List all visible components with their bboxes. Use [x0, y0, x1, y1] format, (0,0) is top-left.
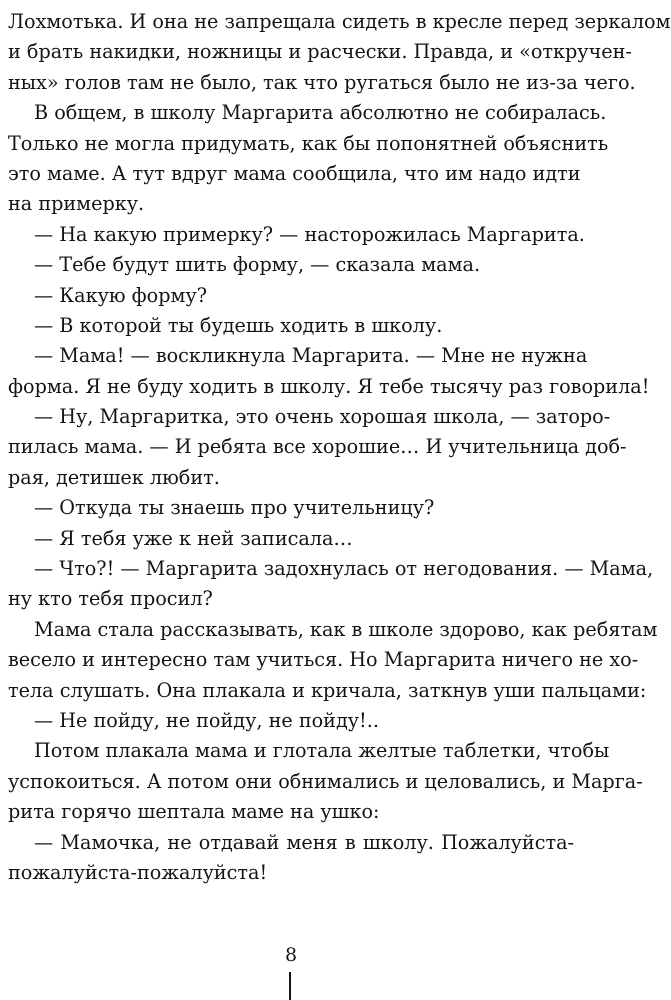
- text-line: — Мама! — воскликнула Маргарита. — Мне не нужна: [34, 344, 588, 368]
- text-line: — Какую форму?: [34, 283, 208, 307]
- text-line: тела слушать. Она плакала и кричала, заткнув уши пальцами:: [8, 678, 647, 702]
- text-line: Только не могла придумать, как бы попонятней объяснить: [8, 131, 609, 155]
- text-line: форма. Я не буду ходить в школу. Я тебе тысячу раз говорила!: [8, 374, 650, 398]
- text-line: на примерку.: [8, 192, 145, 216]
- text-line: Лохмотька. И она не запрещала сидеть в кресле перед зеркалом: [8, 10, 671, 33]
- text-line: весело и интересно там учиться. Но Маргарита ничего не хо-: [8, 648, 639, 672]
- text-line: — Тебе будут шить форму, — сказала мама.: [34, 253, 481, 277]
- text-line: успокоиться. А потом они обнимались и целовались, и Марга-: [8, 769, 643, 793]
- text-line: пилась мама. — И ребята все хорошие… И учительница доб-: [8, 435, 627, 459]
- text-line: — Откуда ты знаешь про учительницу?: [34, 496, 435, 520]
- text-line: — Я тебя уже к ней записала…: [34, 526, 353, 550]
- text-line: рита горячо шептала маме на ушко:: [8, 800, 380, 824]
- text-line: — Что?! — Маргарита задохнулась от негодования. — Мама,: [34, 557, 654, 581]
- page-number: 8: [284, 944, 298, 966]
- text-line: и брать накидки, ножницы и расчески. Правда, и «откручен-: [8, 40, 632, 64]
- text-line: В общем, в школу Маргарита абсолютно не собиралась.: [34, 101, 607, 125]
- text-line: пожалуйста-пожалуйста!: [8, 860, 268, 884]
- text-line: — На какую примерку? — насторожилась Маргарита.: [34, 222, 585, 246]
- text-line: Потом плакала мама и глотала желтые таблетки, чтобы: [34, 739, 610, 763]
- text-line: — Ну, Маргаритка, это очень хорошая школа, — заторо-: [34, 405, 611, 429]
- page-number-rule: [289, 972, 291, 1000]
- text-line: ну кто тебя просил?: [8, 587, 213, 611]
- text-line: — Не пойду, не пойду, не пойду!..: [34, 708, 379, 732]
- text-line: Мама стала рассказывать, как в школе здорово, как ребятам: [34, 617, 658, 641]
- text-line: — В которой ты будешь ходить в школу.: [34, 313, 443, 337]
- text-line: рая, детишек любит.: [8, 465, 220, 489]
- text-line: ных» голов там не было, так что ругаться было не из-за чего.: [8, 70, 636, 94]
- text-line: — Мамочка, не отдавай меня в школу. Пожалуйста-: [34, 830, 574, 854]
- body-text: [8, 7, 671, 888]
- text-line: это маме. А тут вдруг мама сообщила, что им надо идти: [8, 161, 581, 185]
